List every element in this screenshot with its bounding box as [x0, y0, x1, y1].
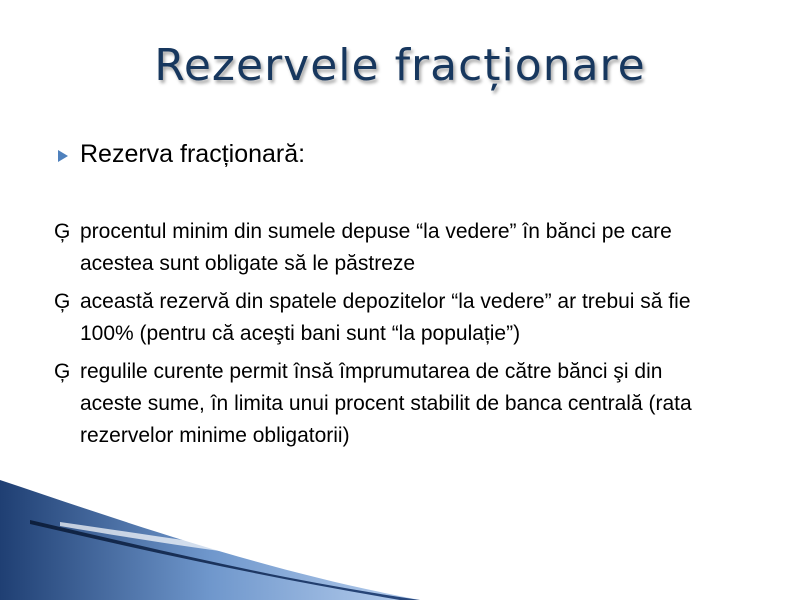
point-line: rezervelor minime obligatorii)	[80, 424, 350, 447]
decorative-swoosh	[0, 470, 800, 600]
point-line: regulile curente permit însă împrumutarea de către bănci şi din	[80, 360, 663, 383]
sub-points	[54, 216, 754, 458]
slide-title: Rezervele fracționare	[154, 40, 646, 91]
bullet-arrow-icon	[58, 150, 68, 162]
point-line: 100% (pentru că aceşti bani sunt “la populație”)	[80, 322, 521, 345]
swoosh-band	[0, 480, 420, 600]
sub-point-2	[54, 286, 754, 350]
bullet-text: Rezerva fracționară:	[80, 140, 306, 168]
point-line: acestea sunt obligate să le păstreze	[80, 252, 416, 275]
content	[58, 138, 758, 174]
bullet-glyph-icon: Ģ	[54, 220, 71, 243]
bullet-glyph-icon: Ģ	[54, 290, 71, 313]
point-line: aceste sume, în limita unui procent stabilit de banca centrală (rata	[80, 392, 692, 415]
point-line: procentul minim din sumele depuse “la vedere” în bănci pe care	[80, 220, 672, 243]
bullet-glyph-icon: Ģ	[54, 360, 71, 383]
sub-point-3	[54, 356, 754, 452]
sub-point-1	[54, 216, 754, 280]
main-bullet	[58, 138, 758, 174]
point-line: această rezervă din spatele depozitelor “la vedere” ar trebui să fie	[80, 290, 691, 313]
